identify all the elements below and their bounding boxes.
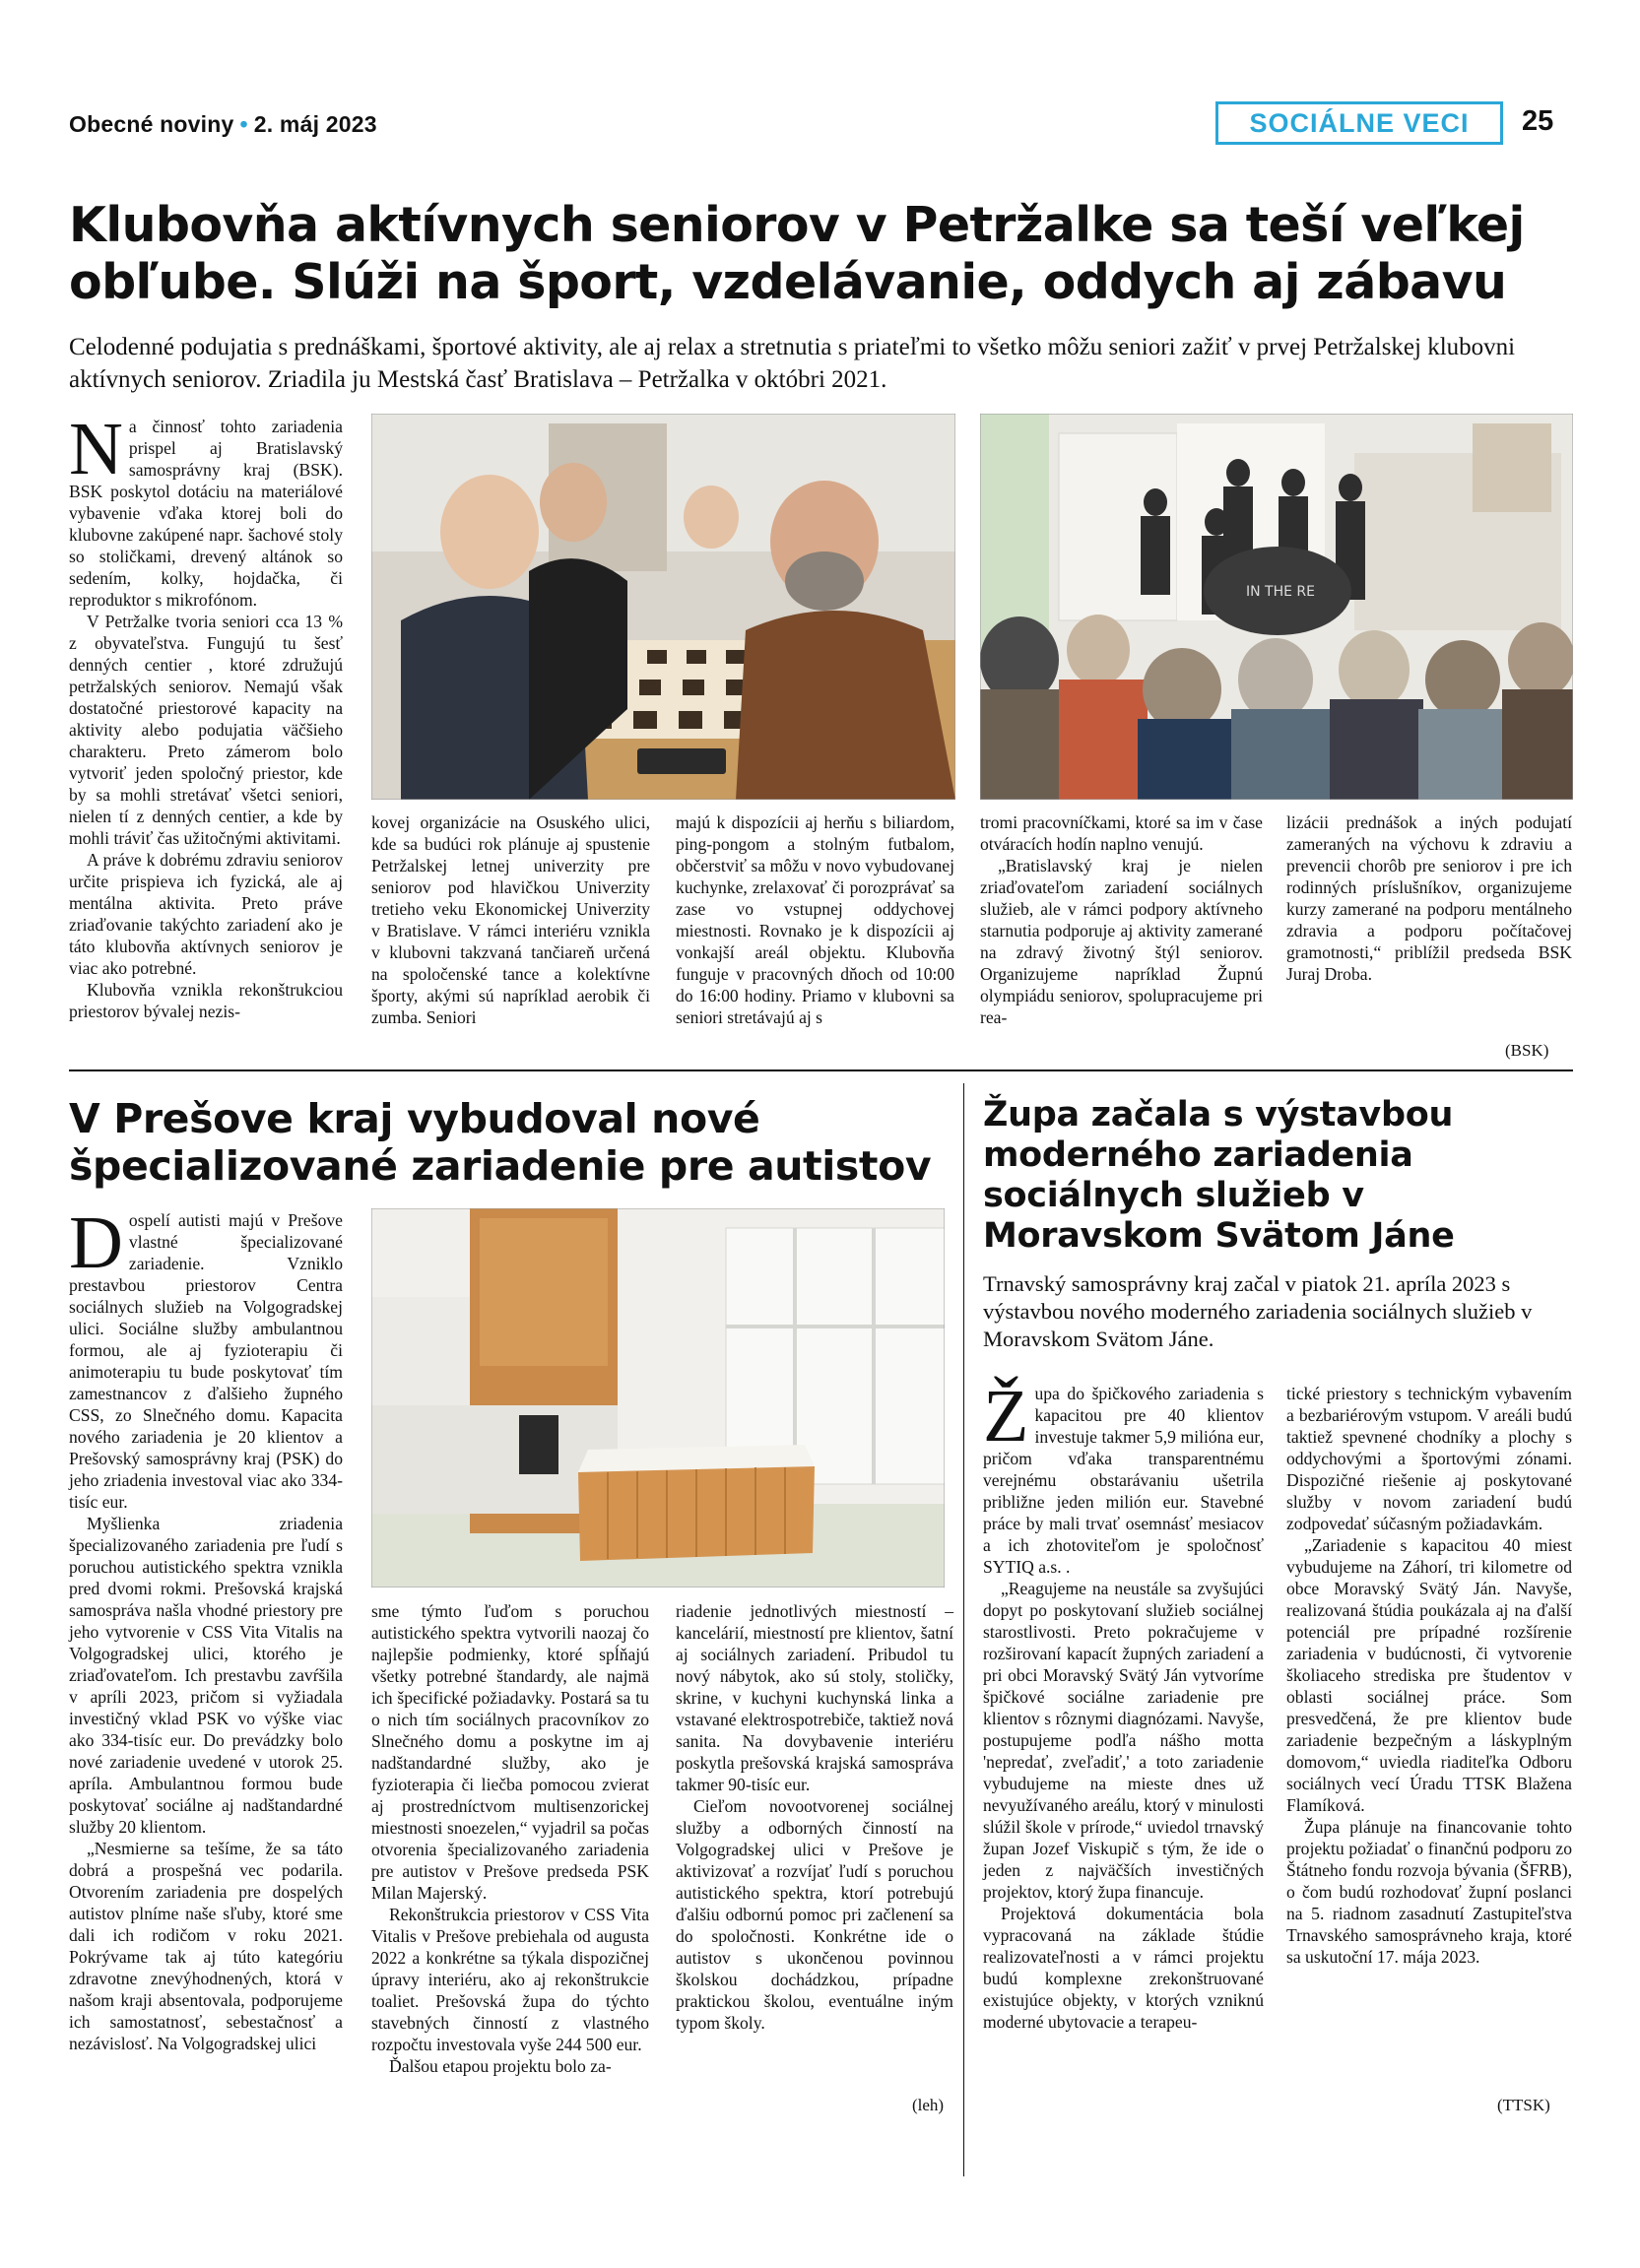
paragraph: V Petržalke tvoria seniori cca 13 % z obyvateľstva. Fungujú tu šesť denných centier , ktoré združujú petržalských seniorov. Nemajú však dostatočné priestorové kapacity na aktivity alebo podujatia väčšieho charakteru. Preto zámerom bolo vytvoriť jeden spoločný priestor, kde by sa mohli stretávať všetci seniori, nielen tí z denných centier, a kde by mohli tráviť čas užitočnými aktivitami. [69,612,343,848]
article1-column-2 [371,811,650,1028]
paragraph: kovej organizácie na Osuského ulici, kde sa budúci rok plánuje aj spustenie Petržalskej letnej univerzity pre seniorov pod hlavičkou Univerzity tretieho veku Ekonomickej Univerzity v Bratislave. V rámci interiéru vznikla v klubovni takzvaná tančiareň určená na spoločenské tance a kolektívne športy, akými sú napríklad aerobik či zumba. Seniori [371,812,650,1027]
article3-headline: Župa začala s výstavbou moderného zariadenia sociálnych služieb v Moravskom Svätom Jáne [983,1095,1455,1256]
article1-column-3 [676,811,954,1028]
photo-seniors-chess [371,414,955,800]
article2-column-1 [69,1201,343,2054]
issue-date: 2. máj 2023 [253,111,377,137]
page-number: 25 [1522,105,1554,137]
article3-column-2 [1286,1383,1572,1968]
paragraph: tické priestory s technickým vybavením a bezbariérovým vstupom. V areáli budú taktiež spevnené chodníky a plochy s oddychovými a športovými zónami. Dispozičné riešenie aj poskytované služby v novom zariadení budú zodpovedať súčasným požiadavkám. [1286,1384,1572,1533]
paragraph: riadenie jednotlivých miestností – kancelárií, miestností pre klientov, šatní aj sociálnych zariadení. Pribudol tu nový nábytok, ako sú stoly, stoličky, skrine, v kuchyni kuchynská linka a vstavané elektrospotrebiče, taktiež nová sanita. Na dovybavenie interiéru poskytla prešovská krajská samospráva takmer 90-tisíc eur. [676,1601,953,1794]
paragraph: lizácii prednášok a iných podujatí zameraných na výchovu k zdraviu a prevencii chorôb pre seniorov i pre ich rodinných príslušníkov, organizujeme kurzy zamerané na podporu mentálneho zdravia a podporu počítačovej gramotnosti,“ priblížil predseda BSK Juraj Droba. [1286,812,1572,984]
paragraph: Myšlienka zriadenia špecializovaného zariadenia pre ľudí s poruchou autistického spektra vznikla pred dvomi rokmi. Prešovská krajská samospráva našla vhodné priestory pre jeho vytvorenie v CSS Vita Vitalis na Volgogradskej ulici, ktorého je zriaďovateľom. Ich prestavbu zavŕšila v apríli 2023, pričom si vyžiadala investičný vklad PSK vo výške viac ako 334-tisíc eur. Do prevádzky bolo nové zariadenie uvedené v utorok 25. apríla. Ambulantnou formou bude poskytovať sociálne aj nadštandardné služby 20 klientom. [69,1514,343,1837]
article-divider [69,1069,1573,1071]
publication-header [69,111,377,138]
article2-signature: (leh) [912,2096,945,2114]
column-divider [963,1083,964,2176]
article2-column-2 [371,1600,649,2077]
article3-lead: Trnavský samosprávny kraj začal v piatok 21. apríla 2023 s výstavbou nového moderného zariadenia sociálnych služieb v Moravskom Svätom Jáne. [983,1271,1533,1351]
dropcap: N [69,408,123,490]
chess-photo-illustration [371,414,955,800]
article1-column-1 [69,408,343,1022]
paragraph: a činnosť tohto zariadenia prispel aj Bratislavský samosprávny kraj (BSK). BSK poskytol dotáciu na materiálové vybavenie vďaka ktorej boli do klubovne zakúpené napr. šachové stoly so stoličkami, drevený altánok so sedením, kolky, hojdačka, či reproduktor s mikrofónom. [69,417,343,610]
article1-headline: Klubovňa aktívnych seniorov v Petržalke sa teší veľkej obľube. Slúži na šport, vzdelávanie, oddych aj zábavu [69,197,1525,310]
paragraph: Cieľom novootvorenej sociálnej služby a odborných činností na Volgogradskej ulici v Prešove je aktivizovať a rozvíjať ľudí s poruchou autistického spektra, ktorí potrebujú ďalšiu odbornú pomoc pri začlenení sa do spoločnosti. Konkrétne ide o autistov s ukončenou povinnou školskou dochádzkou, prípadne praktickou školou, eventuálne iným typom školy. [676,1796,953,2033]
article3-column-1 [983,1375,1264,2033]
separator-dot: • [239,111,248,137]
paragraph: „Bratislavský kraj je nielen zriaďovateľom zariadení sociálnych služieb, ale v rámci podpory aktívneho starnutia podporuje aj aktivity zamerané na zdravý životný štýl seniorov. Organizujeme napríklad Župnú olympiádu seniorov, spolupracujeme pri rea- [980,856,1263,1027]
article1-column-5 [1286,811,1572,985]
svg-text:IN THE RE: IN THE RE [1246,584,1315,600]
paragraph: Klubovňa vznikla rekonštrukciou priestorov bývalej nezis- [69,980,343,1021]
paragraph: ospelí autisti majú v Prešove vlastné špecializované zariadenie. Vzniklo prestavbou priestorov Centra sociálnych služieb na Volgogradskej ulici. Sociálne služby ambulantnou formou, ale aj fyzioterapiu či animoterapiu tu bude poskytovať tím zamestnancov z ďalšieho župného CSS, zo Slnečného domu. Kapacita nového zariadenia je 20 klientov a Prešovský samosprávny kraj (PSK) do jeho zriadenia investoval viac ako 334-tisíc eur. [69,1210,343,1512]
paragraph: majú k dispozícii aj herňu s biliardom, ping-pongom a stolným futbalom, občerstviť sa môžu v novo vybudovanej kuchynke, zrelaxovať či porozprávať sa zase vo vstupnej oddychovej miestnosti. Rovnako je k dispozícii aj vonkajší areál objektu. Klubovňa funguje v pracovných dňoch od 10:00 do 16:00 hodiny. Priamo v klubovni sa seniori stretávajú aj s [676,812,954,1027]
paragraph: A práve k dobrému zdraviu seniorov určite prispieva ich fyzická, ale aj mentálna aktivita. Preto práve zriaďovanie takýchto zariadení ako je táto klubovňa aktívnych seniorov je viac ako potrebné. [69,850,343,978]
kitchen-photo-illustration [371,1208,945,1588]
paragraph: sme týmto ľuďom s poruchou autistického spektra vytvorili naozaj čo najlepšie podmienky, ktoré spĺňajú všetky potrebné štandardy, ale najmä ich špecifické požiadavky. Postará sa tu o nich tím sociálnych pracovníkov zo Slnečného domu a poskytne im aj nadštandardné služby, ako je fyzioterapia či liečba pomocou zvierat aj prostredníctvom multisenzorickej miestnosti snoezelen,“ vyjadril sa počas otvorenia špecializovaného zariadenia pre autistov v Prešove predseda PSK Milan Majerský. [371,1601,649,1903]
article1-column-4 [980,811,1263,1028]
article3-signature: (TTSK) [1497,2096,1550,2114]
paragraph: „Nesmierne sa tešíme, že sa táto dobrá a prospešná vec podarila. Otvorením zariadenia pre dospelých autistov plníme naše sľuby, ktoré sme dali ich rodičom v roku 2021. Pokrývame tak aj túto kategóriu zdravotne znevýhodnených, ktorá v našom kraji absentovala, podporujeme ich samostatnosť, sebestačnosť a nezávislosť. Na Volgogradskej ulici [69,1839,343,2053]
photo-kitchen-interior [371,1208,945,1588]
article1-lead: Celodenné podujatia s prednáškami, športové aktivity, ale aj relax a stretnutia s priateľmi to všetko môžu seniori zažiť v prvej Petržalskej klubovni aktívnych seniorov. Zriadila ju Mestská časť Bratislava – Petržalka v októbri 2021. [69,334,1516,393]
section-label: SOCIÁLNE VECI [1215,101,1503,145]
article2-column-3 [676,1600,953,2034]
dropcap: Ž [983,1375,1029,1458]
paragraph: Projektová dokumentácia bola vypracovaná na základe štúdie realizovateľnosti a v rámci projektu budú komplexne zrekonštruované existujúce objekty, v ktorých vzniknú moderné ubytovacie a terapeu- [983,1904,1264,2032]
paragraph: „Reagujeme na neustále sa zvyšujúci dopyt po poskytovaní služieb sociálnej starostlivosti. Preto pokračujeme v rozširovaní kapacít župných zariadení a pri obci Moravský Svätý Ján vytvoríme špičkové sociálne zariadenie pre klientov s rôznymi diagnózami. Navyše, postupujeme podľa nášho motta 'nepredať, zveľadiť,' a toto zariadenie vybudujeme na mieste dnes už nevyužívaného areálu, ktorý v minulosti slúžil škole v prírode,“ uviedol trnavský župan Jozef Viskupič s tým, že ide o jeden z najväčších investičných projektov, ktorý župa financuje. [983,1579,1264,1902]
paragraph: Rekonštrukcia priestorov v CSS Vita Vitalis v Prešove prebiehala od augusta 2022 a konkrétne sa týkala dispozičnej úpravy interiéru, ako aj rekonštrukcie toaliet. Prešovská župa do týchto stavebných činností z vlastného rozpočtu investovala vyše 244 500 eur. [371,1905,649,2054]
article2-headline: V Prešove kraj vybudoval nové špecializované zariadenie pre autistov [69,1095,932,1190]
dropcap: D [69,1201,123,1284]
publication-name: Obecné noviny [69,111,234,137]
paragraph: Ďalšou etapou projektu bolo za- [389,2056,612,2076]
paragraph: tromi pracovníčkami, ktoré sa im v čase otváracích hodín naplno venujú. [980,812,1263,854]
article1-signature: (BSK) [1505,1041,1549,1060]
photo-seniors-meeting [980,414,1573,800]
meeting-photo-illustration [980,414,1573,800]
paragraph: Župa plánuje na financovanie tohto projektu požiadať o finančnú podporu zo Štátneho fondu rozvoja bývania (ŠFRB), o čom budú rozhodovať župní poslanci na 5. riadnom zasadnutí Zastupiteľstva Trnavského samosprávneho kraja, ktoré sa uskutoční 17. mája 2023. [1286,1817,1572,1967]
paragraph: „Zariadenie s kapacitou 40 miest vybudujeme na Záhorí, tri kilometre od obce Moravský Svätý Ján. Navyše, realizovaná štúdia poukázala aj na ďalší potenciál pre prípadné rozšírenie zariadenia v budúcnosti, či vytvorenie školiaceho strediska pre študentov v oblasti sociálnej práce. Som presvedčená, že pre klientov bude zariadenie bezpečným a láskyplným domovom,“ uviedla riaditeľka Odboru sociálnych vecí Úradu TTSK Blažena Flamíková. [1286,1535,1572,1815]
paragraph: upa do špičkového zariadenia s kapacitou pre 40 klientov investuje takmer 5,9 milióna eur, pričom vďaka transparentnému verejnému obstarávaniu ušetrila približne jeden milión eur. Stavebné práce by mali trvať osemnásť mesiacov a ich zhotoviteľom je spoločnosť SYTIQ a.s. . [983,1384,1264,1577]
